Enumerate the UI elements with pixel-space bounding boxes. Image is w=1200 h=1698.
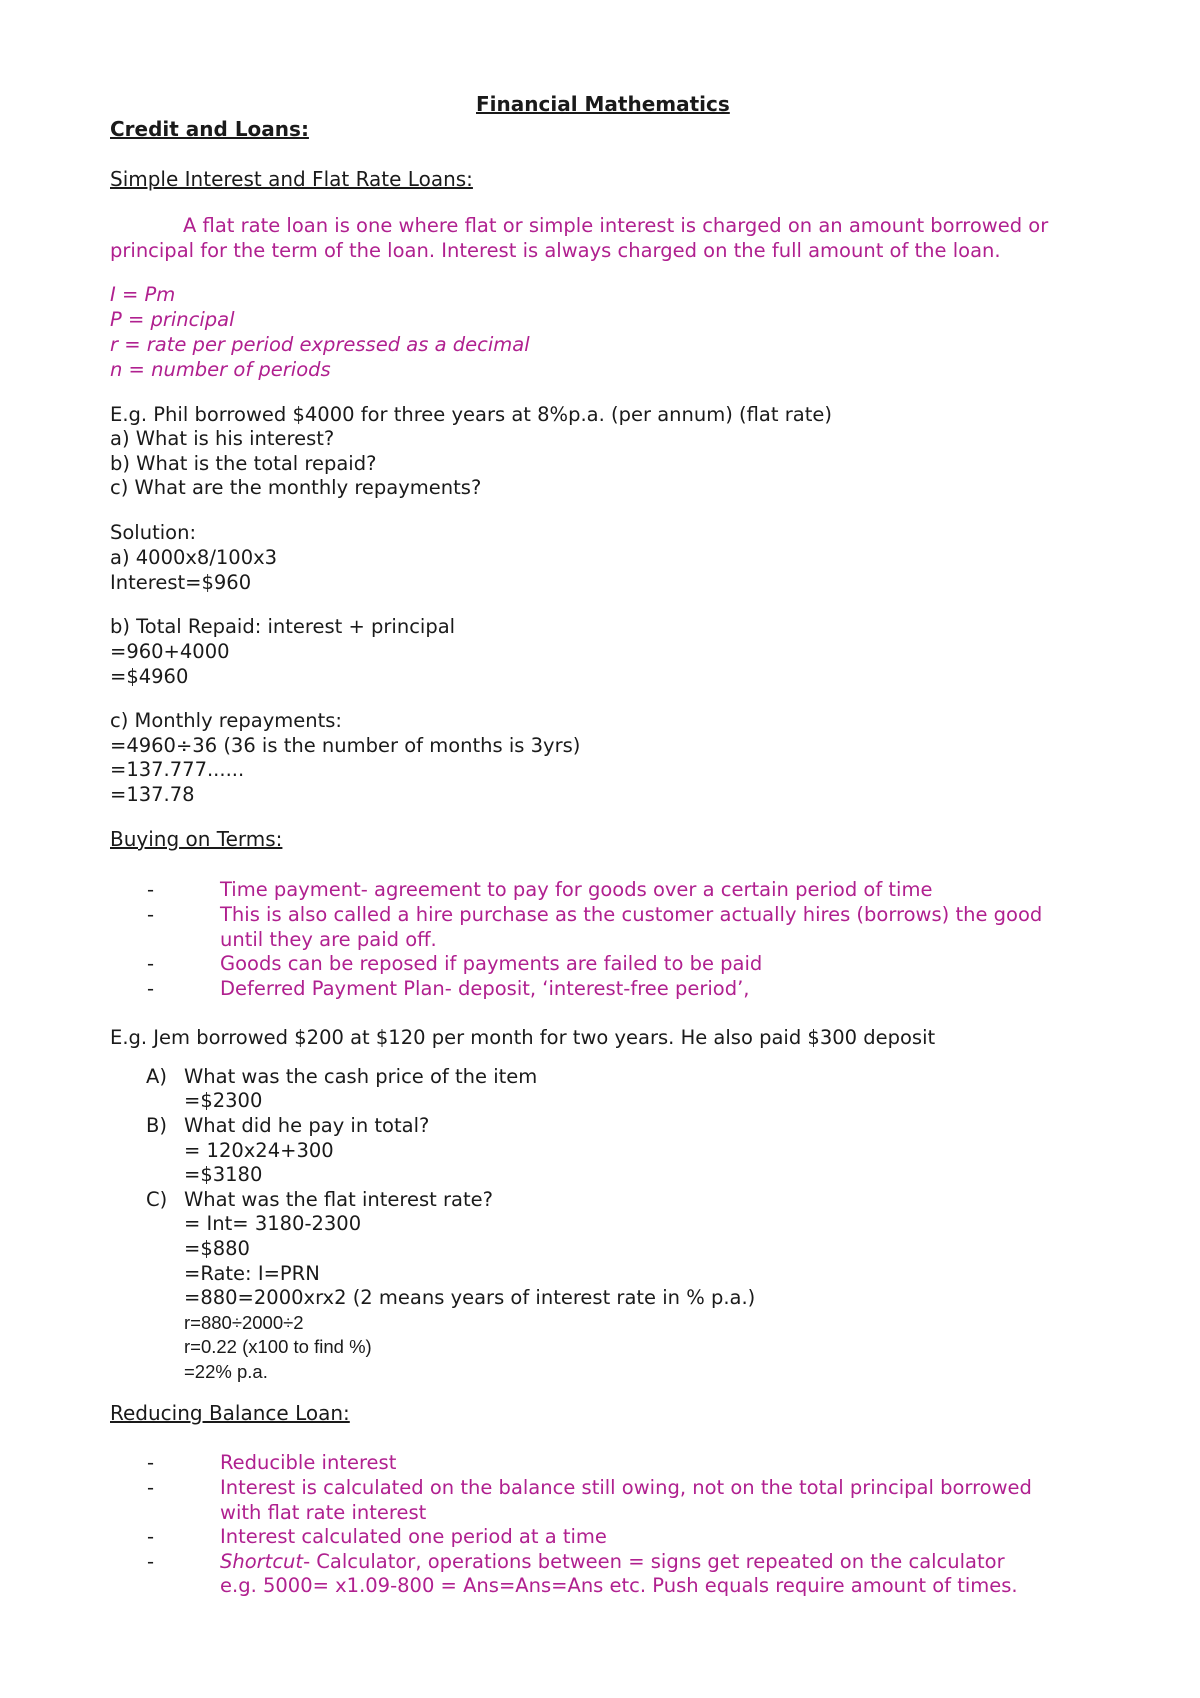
- question-label: B): [146, 1114, 167, 1137]
- bullet-dash: -: [147, 1550, 155, 1573]
- heading-simple-interest: Simple Interest and Flat Rate Loans:: [110, 167, 473, 191]
- heading-buying-on-terms: Buying on Terms:: [110, 827, 283, 851]
- solution-line: =4960÷36 (36 is the number of months is 3yrs): [110, 734, 581, 757]
- answer-line: = 120x24+300: [184, 1139, 334, 1162]
- example-line: b) What is the total repaid?: [110, 452, 377, 475]
- formula-line: P = principal: [110, 308, 235, 331]
- bullet-dash: -: [147, 1525, 155, 1548]
- answer-line: =880=2000xrx2 (2 means years of interest rate in % p.a.): [184, 1286, 756, 1309]
- page-title: Financial Mathematics: [476, 92, 730, 116]
- intro-line-2: principal for the term of the loan. Interest is always charged on the full amount of the loan.: [110, 239, 1001, 262]
- list-item: Goods can be reposed if payments are failed to be paid: [220, 952, 763, 975]
- answer-line: =$880: [184, 1237, 250, 1260]
- formula-line: I = Pm: [110, 283, 176, 306]
- example-jem: E.g. Jem borrowed $200 at $120 per month for two years. He also paid $300 deposit: [110, 1026, 936, 1049]
- solution-line: b) Total Repaid: interest + principal: [110, 615, 456, 638]
- solution-line: =137.777......: [110, 758, 245, 781]
- intro-line-1: A flat rate loan is one where flat or simple interest is charged on an amount borrowed or: [183, 214, 1049, 237]
- answer-line: =22% p.a.: [184, 1361, 268, 1382]
- list-item: This is also called a hire purchase as the customer actually hires (borrows) the good: [220, 903, 1043, 926]
- list-item-continuation: until they are paid off.: [220, 928, 437, 951]
- list-item: Deferred Payment Plan- deposit, ‘interest-free period’,: [220, 977, 750, 1000]
- answer-line: =$2300: [184, 1089, 263, 1112]
- formula-line: r = rate per period expressed as a decimal: [110, 333, 530, 356]
- bullet-dash: -: [147, 952, 155, 975]
- solution-line: =137.78: [110, 783, 195, 806]
- list-item-continuation: with flat rate interest: [220, 1501, 427, 1524]
- example-line: a) What is his interest?: [110, 427, 335, 450]
- answer-line: =Rate: I=PRN: [184, 1262, 320, 1285]
- question-a: What was the cash price of the item: [184, 1065, 538, 1088]
- answer-line: r=0.22 (x100 to find %): [184, 1336, 372, 1357]
- bullet-dash: -: [147, 977, 155, 1000]
- list-item-continuation: e.g. 5000= x1.09-800 = Ans=Ans=Ans etc. Push equals require amount of times.: [220, 1574, 1018, 1597]
- solution-line: =960+4000: [110, 640, 230, 663]
- question-label: A): [146, 1065, 167, 1088]
- solution-line: =$4960: [110, 665, 189, 688]
- solution-line: Interest=$960: [110, 571, 252, 594]
- example-line: E.g. Phil borrowed $4000 for three years at 8%p.a. (per annum) (flat rate): [110, 403, 832, 426]
- bullet-dash: -: [147, 878, 155, 901]
- bullet-dash: -: [147, 1451, 155, 1474]
- list-item: Interest is calculated on the balance still owing, not on the total principal borrowed: [220, 1476, 1032, 1499]
- answer-line: =$3180: [184, 1163, 263, 1186]
- section-credit-loans: Credit and Loans:: [110, 117, 309, 141]
- formula-line: n = number of periods: [110, 358, 331, 381]
- example-line: c) What are the monthly repayments?: [110, 476, 482, 499]
- solution-line: a) 4000x8/100x3: [110, 546, 278, 569]
- question-b: What did he pay in total?: [184, 1114, 430, 1137]
- bullet-dash: -: [147, 1476, 155, 1499]
- answer-line: r=880÷2000÷2: [184, 1312, 304, 1333]
- shortcut-text: - Calculator, operations between = signs get repeated on the calculator: [303, 1550, 1005, 1573]
- answer-line: = Int= 3180-2300: [184, 1212, 362, 1235]
- list-item: Interest calculated one period at a time: [220, 1525, 607, 1548]
- list-item-shortcut: [220, 1549, 1005, 1574]
- list-item: Reducible interest: [220, 1451, 397, 1474]
- list-item: Time payment- agreement to pay for goods over a certain period of time: [220, 878, 933, 901]
- shortcut-label: Shortcut: [220, 1550, 304, 1573]
- solution-line: Solution:: [110, 521, 197, 544]
- question-label: C): [146, 1188, 168, 1211]
- bullet-dash: -: [147, 903, 155, 926]
- solution-line: c) Monthly repayments:: [110, 709, 342, 732]
- question-c: What was the flat interest rate?: [184, 1188, 493, 1211]
- heading-reducing-balance: Reducing Balance Loan:: [110, 1401, 350, 1425]
